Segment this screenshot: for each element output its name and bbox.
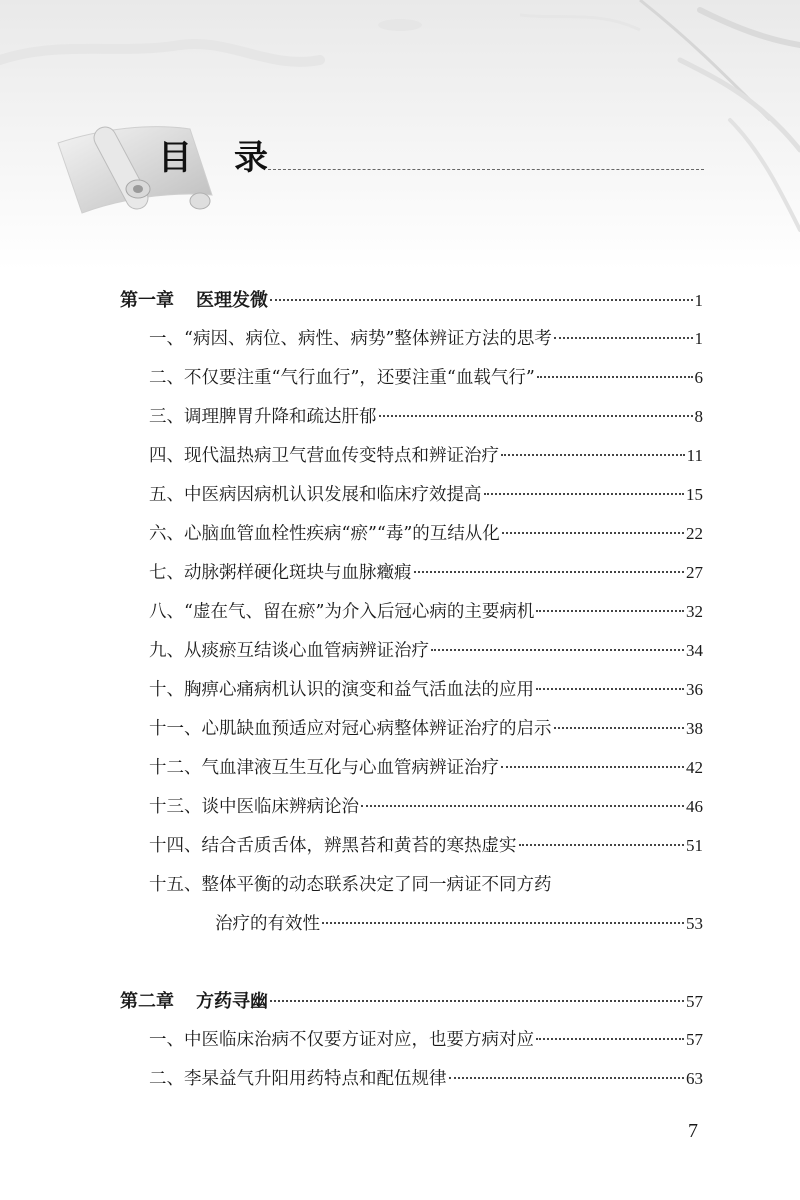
toc-entry-title <box>149 676 534 701</box>
toc-page-number: 53 <box>686 914 703 933</box>
toc-entry-text: 六、心脑血管血栓性疾病“瘀”“毒”的互结从化 <box>149 524 500 544</box>
dot-leader <box>484 493 685 495</box>
toc-entry-text: 十五、整体平衡的动态联系决定了同一病证不同方药 <box>149 875 552 895</box>
toc-entry-text: 十四、结合舌质舌体，辨黑苔和黄苔的寒热虚实 <box>149 836 517 856</box>
toc-entry-title <box>149 754 499 779</box>
toc-page-number: 15 <box>686 485 703 504</box>
dot-leader <box>501 454 685 456</box>
page-number: 7 <box>688 1120 698 1142</box>
toc-section-entry[interactable] <box>149 637 703 662</box>
chapter-number: 第一章 <box>120 290 174 311</box>
dot-leader <box>536 688 684 690</box>
dot-leader <box>361 805 684 807</box>
toc-page-number: 63 <box>686 1069 703 1088</box>
toc-entry-title <box>120 286 268 312</box>
toc-section-entry[interactable] <box>149 832 703 857</box>
toc-entry-text: 十二、气血津液互生互化与心血管病辨证治疗 <box>149 758 499 778</box>
toc-section-entry[interactable] <box>149 1026 703 1051</box>
toc-entry-title <box>149 1026 534 1051</box>
toc-entry-text: 十一、心肌缺血预适应对冠心病整体辨证治疗的启示 <box>149 719 552 739</box>
dot-leader <box>554 337 693 339</box>
toc-page-number: 22 <box>686 524 703 543</box>
dot-leader <box>270 299 693 301</box>
toc-entry-title <box>149 520 500 545</box>
toc-entry-title <box>149 871 552 896</box>
toc-page-number: 36 <box>686 680 703 699</box>
toc-entry-text: 方药寻幽 <box>196 991 268 1012</box>
toc-page-number: 1 <box>694 329 703 348</box>
dot-leader <box>414 571 685 573</box>
toc-section-entry[interactable] <box>149 676 703 701</box>
dot-leader <box>519 844 685 846</box>
toc-section-entry[interactable] <box>149 442 703 467</box>
toc-entry-text: 七、动脉粥样硬化斑块与血脉癥瘕 <box>149 563 412 583</box>
dot-leader <box>536 610 684 612</box>
toc-entry-title <box>149 559 412 584</box>
dot-leader <box>502 532 684 534</box>
toc-section-entry-line[interactable] <box>149 871 552 896</box>
toc-entry-title <box>149 715 552 740</box>
toc-entry-title <box>149 481 482 506</box>
toc-section-entry[interactable] <box>149 598 703 623</box>
toc-page-number: 57 <box>686 1030 703 1049</box>
toc-section-entry[interactable] <box>149 403 703 428</box>
toc-entry-title <box>149 793 359 818</box>
toc-section-entry[interactable] <box>149 520 703 545</box>
toc-section-entry[interactable] <box>149 325 703 350</box>
toc-entry-title <box>149 832 517 857</box>
toc-entry-text: 九、从痰瘀互结谈心血管病辨证治疗 <box>149 641 429 661</box>
toc-entry-title <box>149 442 499 467</box>
toc-entry-text: 五、中医病因病机认识发展和临床疗效提高 <box>149 485 482 505</box>
dot-leader <box>431 649 684 651</box>
toc-entry-title <box>120 987 268 1013</box>
toc-section-entry[interactable] <box>149 364 703 389</box>
toc-section-entry[interactable] <box>149 715 703 740</box>
dot-leader <box>501 766 684 768</box>
toc-entry-text: 二、李杲益气升阳用药特点和配伍规律 <box>149 1069 447 1089</box>
toc-entry-text: 一、“病因、病位、病性、病势”整体辨证方法的思考 <box>149 329 552 349</box>
toc-chapter-entry[interactable] <box>120 987 703 1013</box>
chapter-number: 第二章 <box>120 991 174 1012</box>
dot-leader <box>536 1038 684 1040</box>
toc-entry-text: 四、现代温热病卫气营血传变特点和辨证治疗 <box>149 446 499 466</box>
toc-page-number: 51 <box>686 836 703 855</box>
toc-entry-text: 十、胸痹心痛病机认识的演变和益气活血法的应用 <box>149 680 534 700</box>
toc-entry-text: 十三、谈中医临床辨病论治 <box>149 797 359 817</box>
toc-entry-title <box>149 598 534 623</box>
toc-page-number: 42 <box>686 758 703 777</box>
dot-leader <box>379 415 693 417</box>
toc-section-entry[interactable] <box>149 481 703 506</box>
toc-page-number: 8 <box>694 407 703 426</box>
toc-title: 目录 <box>158 138 310 178</box>
toc-page-number: 34 <box>686 641 703 660</box>
dot-leader <box>449 1077 685 1079</box>
toc-page-number: 32 <box>686 602 703 621</box>
toc-entry-text: 三、调理脾胃升降和疏达肝郁 <box>149 407 377 427</box>
toc-entry-text: 一、中医临床治病不仅要方证对应，也要方病对应 <box>149 1030 534 1050</box>
toc-entry-title <box>149 637 429 662</box>
toc-section-entry[interactable] <box>149 793 703 818</box>
toc-entry-title <box>149 403 377 428</box>
dot-leader <box>554 727 685 729</box>
toc-entry-title <box>149 325 552 350</box>
toc-chapter-entry[interactable] <box>120 286 703 312</box>
toc-section-entry[interactable] <box>149 754 703 779</box>
toc-page-number: 46 <box>686 797 703 816</box>
toc-entry-continuation: 治疗的有效性 <box>215 914 320 934</box>
toc-page-number: 27 <box>686 563 703 582</box>
toc-page-number: 11 <box>686 446 703 465</box>
toc-entry-title <box>149 364 535 389</box>
toc-entry-text: 八、“虚在气、留在瘀”为介入后冠心病的主要病机 <box>149 602 535 622</box>
toc-section-entry[interactable] <box>149 1065 703 1090</box>
toc-entry-text: 二、不仅要注重“气行血行”，还要注重“血载气行” <box>149 368 535 388</box>
dot-leader <box>537 376 693 378</box>
toc-section-entry[interactable] <box>215 910 703 935</box>
toc-page-number: 6 <box>694 368 703 387</box>
dot-leader <box>270 1000 684 1002</box>
toc-page-number: 1 <box>694 291 703 310</box>
toc-page-number: 38 <box>686 719 703 738</box>
dot-leader <box>322 922 684 924</box>
title-dashed-rule <box>268 169 704 170</box>
toc-page-number: 57 <box>686 992 703 1011</box>
toc-entry-text: 医理发微 <box>196 290 268 311</box>
toc-section-entry[interactable] <box>149 559 703 584</box>
toc-entry-title <box>149 1065 447 1090</box>
